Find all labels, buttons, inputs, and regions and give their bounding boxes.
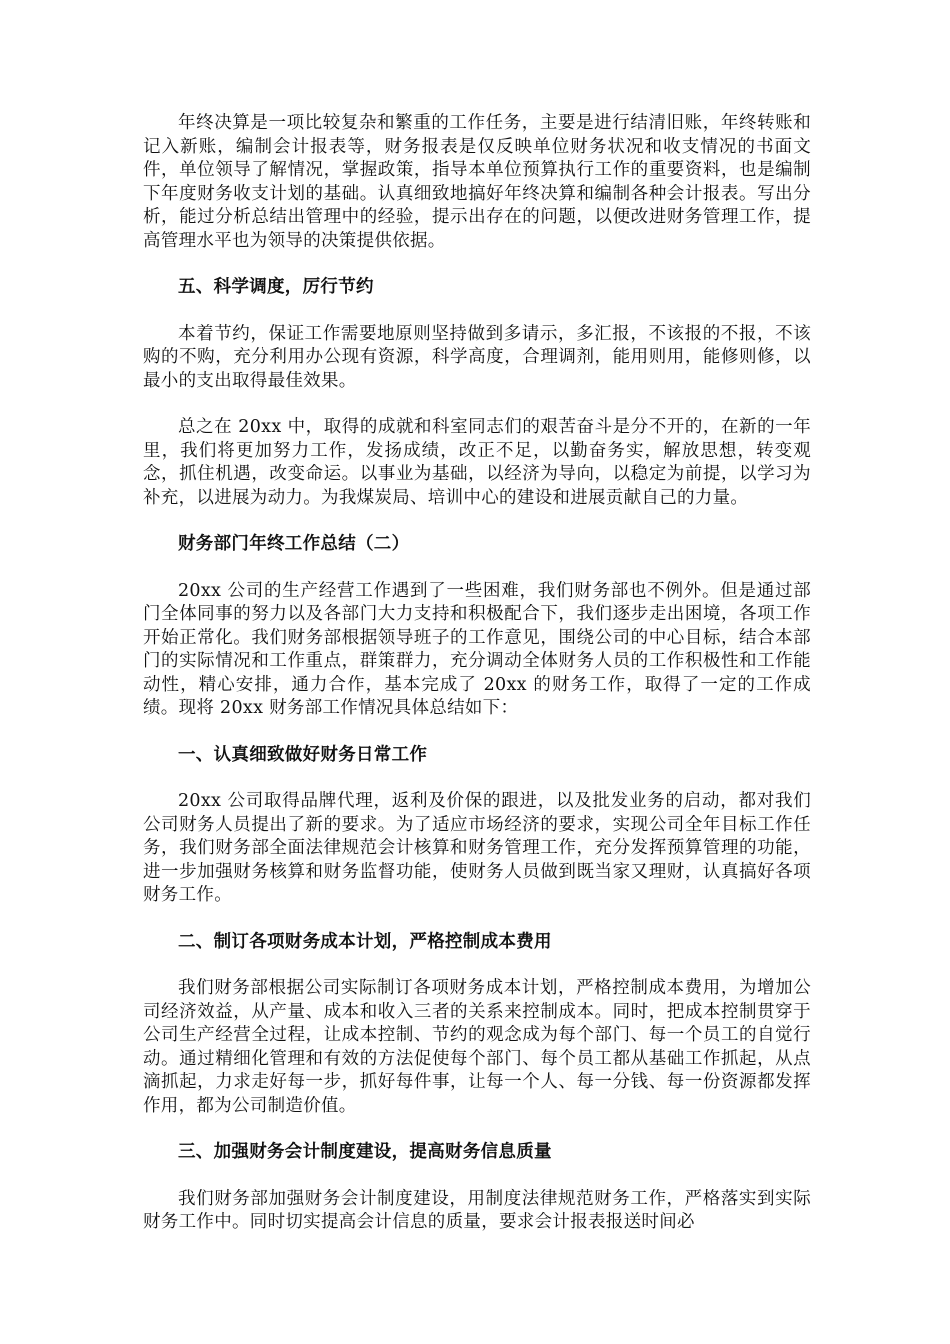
document-subtitle: 财务部门年终工作总结（二） bbox=[178, 534, 410, 554]
paragraph-conclusion: 总之在 20xx 中，取得的成就和科室同志们的艰苦奋斗是分不开的，在新的一年里，我们将更加努力工作，发扬成绩，改正不足，以勤奋务实，解放思想，转变观念，抓住机遇，改变命运。以事业为基础，以经济为导向，以稳定为前提，以学习为补充，以进展为动力。为我煤炭局、培训中心的建设和进展贡献自己的力量。 bbox=[143, 417, 811, 508]
paragraph-year-end-settlement: 年终决算是一项比较复杂和繁重的工作任务，主要是进行结清旧账，年终转账和记入新账，编制会计报表等，财务报表是仅反映单位财务状况和收支情况的书面文件，单位领导了解情况，掌握政策，指导本单位预算执行工作的重要资料，也是编制下年度财务收支计划的基础。认真细致地搞好年终决算和编制各种会计报表。写出分析，能过分析总结出管理中的经验，提示出存在的问题，以便改进财务管理工作，提高管理水平也为领导的决策提供依据。 bbox=[143, 113, 811, 251]
paragraph-cost-control: 我们财务部根据公司实际制订各项财务成本计划，严格控制成本费用，为增加公司经济效益，从产量、成本和收入三者的关系来控制成本。同时，把成本控制贯穿于公司生产经营全过程，让成本控制、节约的观念成为每个部门、每一个员工的自觉行动。通过精细化管理和有效的方法促使每个部门、每个员工都从基础工作抓起，从点滴抓起，力求走好每一步，抓好每件事，让每一个人、每一分钱、每一份资源都发挥作用，都为公司制造价值。 bbox=[143, 978, 811, 1116]
section-heading-3: 三、加强财务会计制度建设，提高财务信息质量 bbox=[178, 1142, 552, 1162]
document-page bbox=[143, 112, 811, 1258]
section-heading-1: 一、认真细致做好财务日常工作 bbox=[178, 744, 428, 765]
paragraph-intro: 20xx 公司的生产经营工作遇到了一些困难，我们财务部也不例外。但是通过部门全体同事的努力以及各部门大力支持和积极配合下，我们逐步走出困境，各项工作开始正常化。我们财务部根据领导班子的工作意见，围绕公司的中心目标，结合本部门的实际情况和工作重点，群策群力，充分调动全体财务人员的工作积极性和工作能动性，精心安排，通力合作，基本完成了 20xx 的财务工作，取得了一定的工作成绩。现将 20xx 财务部工作情况具体总结如下： bbox=[143, 580, 811, 718]
paragraph-economy: 本着节约，保证工作需要地原则坚持做到多请示，多汇报，不该报的不报，不该购的不购，充分利用办公现有资源，科学高度，合理调剂，能用则用，能修则修，以最小的支出取得最佳效果。 bbox=[143, 323, 811, 391]
paragraph-accounting-system: 我们财务部加强财务会计制度建设，用制度法律规范财务工作，严格落实到实际财务工作中。同时切实提高会计信息的质量，要求会计报表报送时间必 bbox=[143, 1188, 811, 1232]
section-heading-2: 二、制订各项财务成本计划，严格控制成本费用 bbox=[178, 931, 552, 952]
paragraph-daily-work: 20xx 公司取得品牌代理，返利及价保的跟进，以及批发业务的启动，都对我们公司财务人员提出了新的要求。为了适应市场经济的要求，实现公司全年目标工作任务，我们财务部全面法律规范会计核算和财务管理工作，充分发挥预算管理的功能，进一步加强财务核算和财务监督功能，使财务人员做到既当家又理财，认真搞好各项财务工作。 bbox=[143, 791, 811, 905]
section-heading-5: 五、科学调度，厉行节约 bbox=[178, 277, 374, 297]
